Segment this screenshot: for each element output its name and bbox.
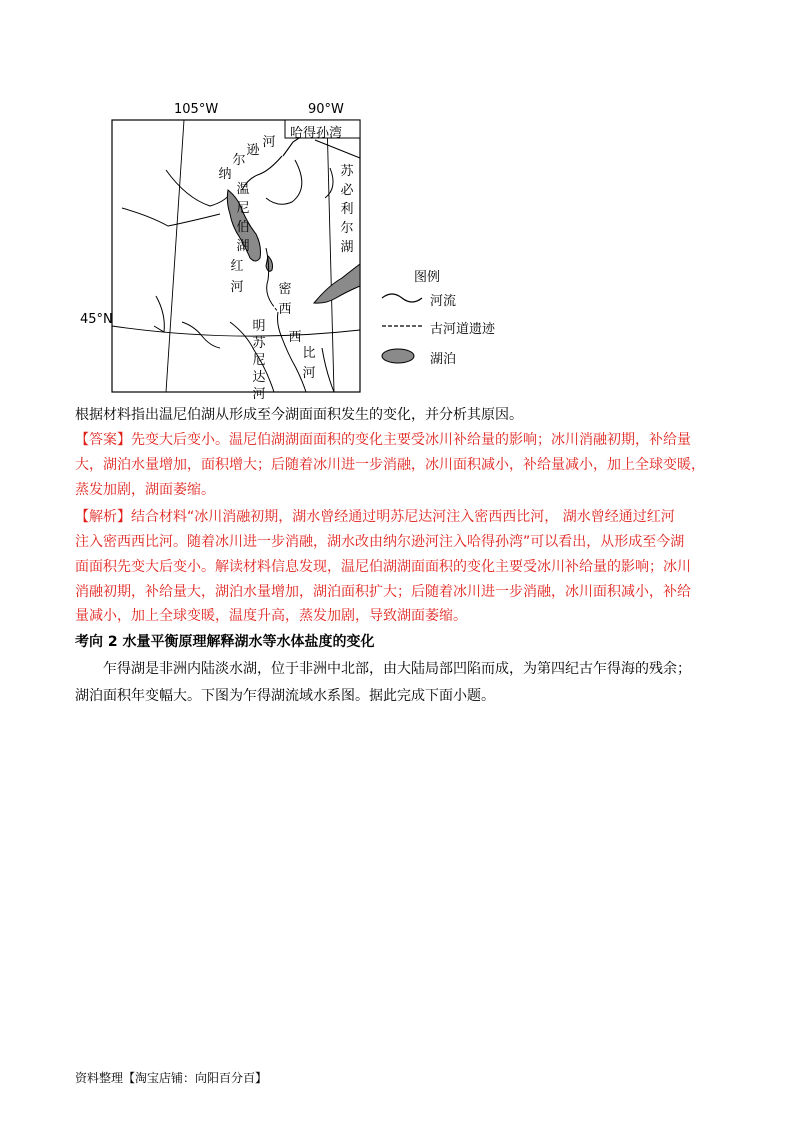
legend-lake-label: 湖泊: [430, 352, 457, 367]
mississippi-label-west: 西: [288, 330, 302, 345]
legend-ancient-river-label: 古河道遗迹: [430, 322, 496, 337]
map-figure: [70, 98, 540, 402]
question-text: 根据材料指出温尼伯湖从形成至今湖面面积发生的变化，并分析其原因。: [75, 407, 523, 423]
bay-label: 哈得孙湾: [290, 126, 343, 141]
lat-45n-label: 45°N: [80, 312, 113, 327]
analysis-line-1: [75, 505, 675, 530]
analysis-line-5: 量减小，加上全球变暖，温度升高，蒸发加剧，导致湖面萎缩。: [75, 608, 467, 624]
meridian-105w: [166, 120, 184, 392]
lake-small: [266, 256, 273, 271]
river-ne: [315, 140, 360, 158]
legend-title: 图例: [414, 270, 441, 285]
lon-105w-label: 105°W: [174, 102, 219, 117]
analysis-text-1: 结合材料“冰川消融初期，湖水曾经通过明苏尼达河注入密西西比河， 湖水曾经通过红河: [131, 509, 675, 525]
analysis-line-4: 消融初期，补给量大，湖泊水量增加，湖泊面积扩大；后随着冰川进一步消融，冰川面积减小，补给: [75, 584, 691, 600]
mississippi-label-bottom: 比 河: [302, 346, 316, 381]
legend-lake-swatch: [382, 349, 414, 363]
section-heading: 考向 2 水量平衡原理解释湖水等水体盐度的变化: [75, 634, 375, 650]
analysis-line-3: 面面积先变大后变小。解读材料信息发现，温尼伯湖湖面面积的变化主要受冰川补给量的影响；冰川: [75, 559, 691, 575]
nelson-river-label-na: 纳: [218, 167, 232, 182]
analysis-tag: 【解析】: [75, 509, 131, 525]
red-river-label: 红 河: [230, 259, 244, 295]
nelson-river-label-xun: 逊: [246, 143, 260, 158]
answer-line-3: 蒸发加剧，湖面萎缩。: [75, 482, 215, 498]
lake-winnipeg-label: 温 尼 伯 湖: [236, 182, 250, 254]
intro-line-2: 湖泊面积年变幅大。下图为乍得湖流域水系图。据此完成下面小题。: [75, 688, 495, 704]
meridian-90w: [327, 120, 334, 392]
river-sw: [154, 296, 164, 332]
legend-river-swatch: [382, 294, 422, 302]
analysis-line-2: 注入密西西比河。随着冰川进一步消融，湖水改由纳尔逊河注入哈得孙湾”可以看出，从形成至今湖: [75, 534, 685, 550]
answer-line-1: [75, 428, 691, 453]
lake-superior-shape: [314, 264, 360, 303]
answer-line-2: 大，湖泊水量增加，面积增大；后随着冰川进一步消融，冰川面积减小，补给量减小，加上全球变暖，: [75, 457, 705, 473]
lake-superior-label: 苏 必 利 尔 湖: [340, 164, 354, 255]
nelson-river-label-he: 河: [262, 135, 276, 150]
minnesota-label: 明 苏 尼 达 河: [252, 319, 266, 402]
mississippi-label-top: 密 西: [278, 282, 292, 317]
river-se: [322, 348, 334, 392]
intro-line-1: 乍得湖是非洲内陆淡水湖，位于非洲中北部，由大陆局部凹陷而成，为第四纪古乍得海的残余；: [103, 661, 691, 677]
answer-text-1: 先变大后变小。温尼伯湖湖面面积的变化主要受冰川补给量的影响；冰川消融初期，补给量: [131, 432, 691, 448]
nelson-river-label-er: 尔: [232, 153, 246, 168]
legend-river-label: 河流: [430, 294, 457, 309]
lon-90w-label: 90°W: [308, 102, 344, 117]
footer-text: 资料整理【淘宝店铺：向阳百分百】: [75, 1071, 268, 1085]
river-west: [122, 208, 220, 226]
answer-tag: 【答案】: [75, 432, 131, 448]
